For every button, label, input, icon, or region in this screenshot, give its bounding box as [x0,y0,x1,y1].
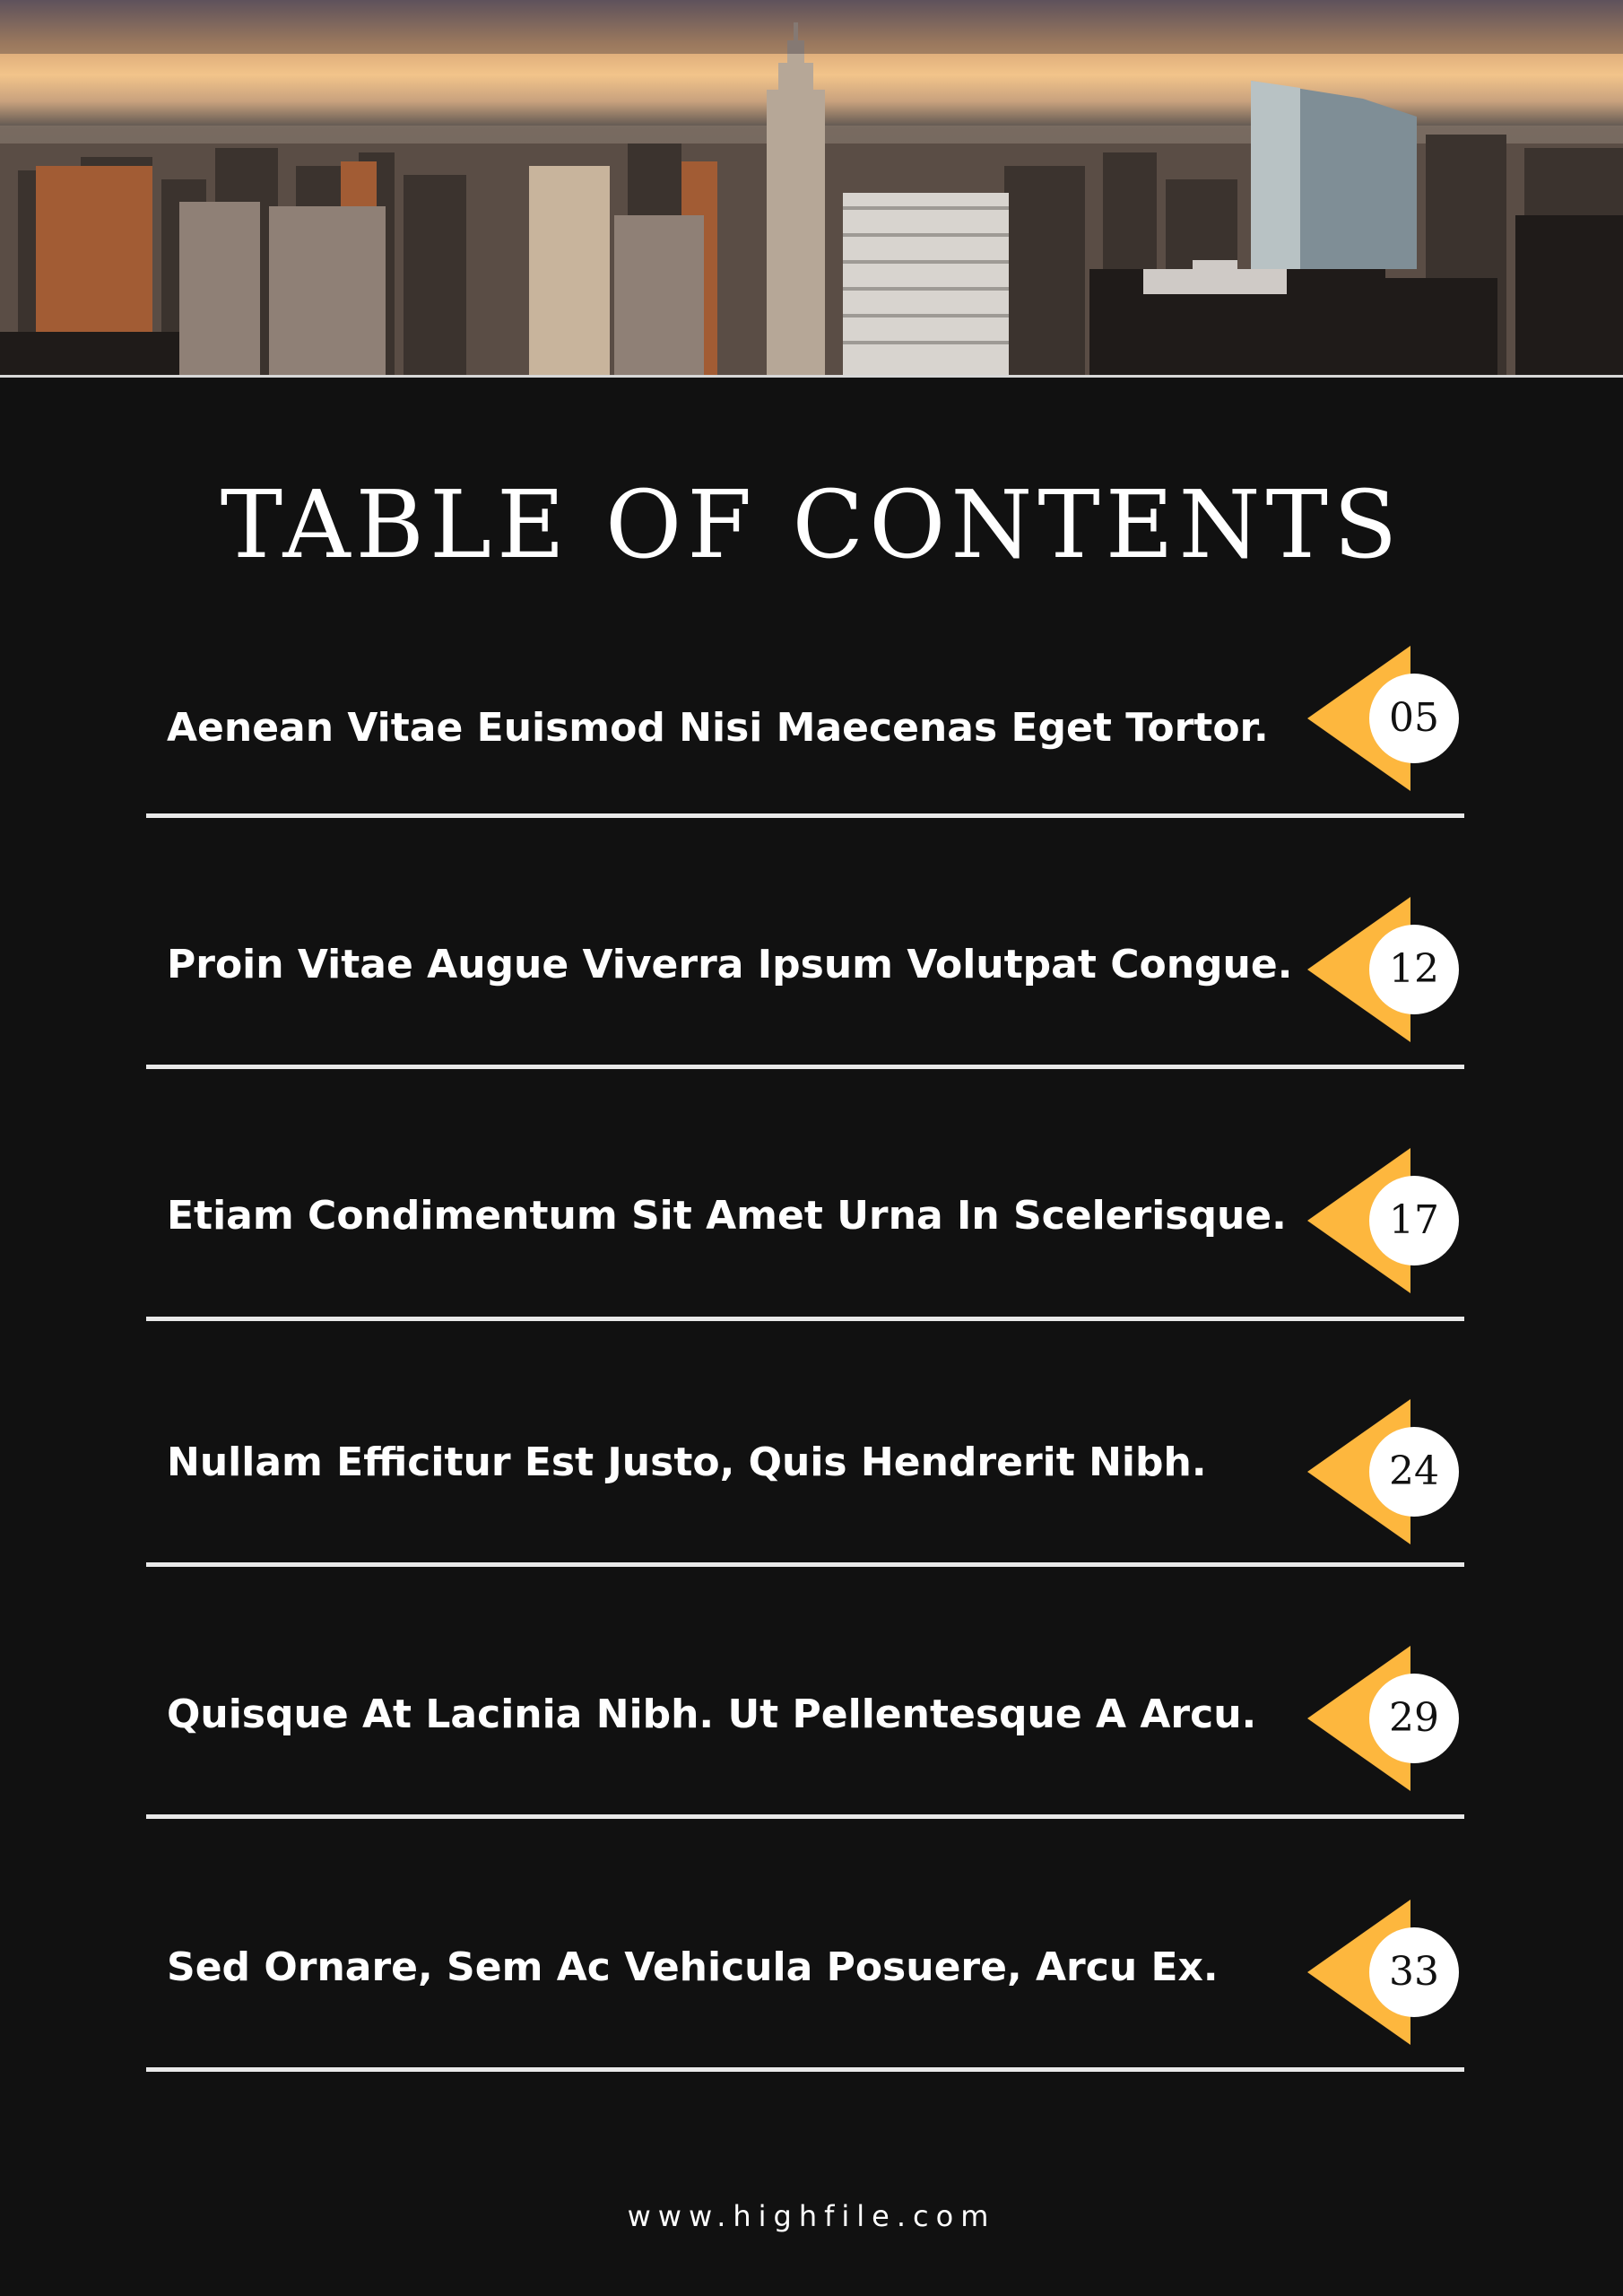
toc-item-label: Nullam Efficitur Est Justo, Quis Hendrerit Nibh. [167,1439,1207,1485]
toc-item-label: Quisque At Lacinia Nibh. Ut Pellentesque A Arcu. [167,1692,1257,1737]
toc-item-page: 05 [1389,695,1439,741]
toc-item-page: 12 [1389,946,1439,992]
toc-divider [146,1814,1464,1819]
toc-item[interactable] [0,1646,1623,1897]
toc-item-page: 33 [1389,1949,1439,1995]
footer-url[interactable]: www.highfile.com [627,2199,996,2233]
toc-item-page: 17 [1389,1197,1439,1243]
toc-item[interactable] [0,897,1623,1148]
toc-item-label: Sed Ornare, Sem Ac Vehicula Posuere, Arcu Ex. [167,1944,1219,1990]
toc-item[interactable] [0,646,1623,897]
toc-divider [146,2067,1464,2072]
toc-divider [146,1317,1464,1321]
city-skyline-photo [0,0,1623,375]
toc-divider [146,1065,1464,1069]
page-marker [1307,1900,1464,2045]
toc-item[interactable] [0,1399,1623,1650]
page-title: TABLE OF CONTENTS [220,470,1403,579]
toc-item[interactable] [0,1900,1623,2151]
toc-item-page: 29 [1389,1695,1439,1741]
page-marker [1307,1148,1464,1293]
toc-item-label: Aenean Vitae Euismod Nisi Maecenas Eget Tortor. [167,705,1269,751]
toc-item-page: 24 [1389,1448,1439,1494]
page-marker [1307,646,1464,791]
toc-divider [146,1562,1464,1567]
skyline-illustration [0,0,1623,375]
toc-item-label: Proin Vitae Augue Viverra Ipsum Volutpat Congue. [167,942,1293,987]
page-marker [1307,1646,1464,1791]
toc-divider [146,813,1464,818]
hero-divider [0,375,1623,378]
toc-item[interactable] [0,1148,1623,1399]
toc-item-label: Etiam Condimentum Sit Amet Urna In Scelerisque. [167,1193,1287,1239]
page-marker [1307,1399,1464,1544]
page-marker [1307,897,1464,1042]
